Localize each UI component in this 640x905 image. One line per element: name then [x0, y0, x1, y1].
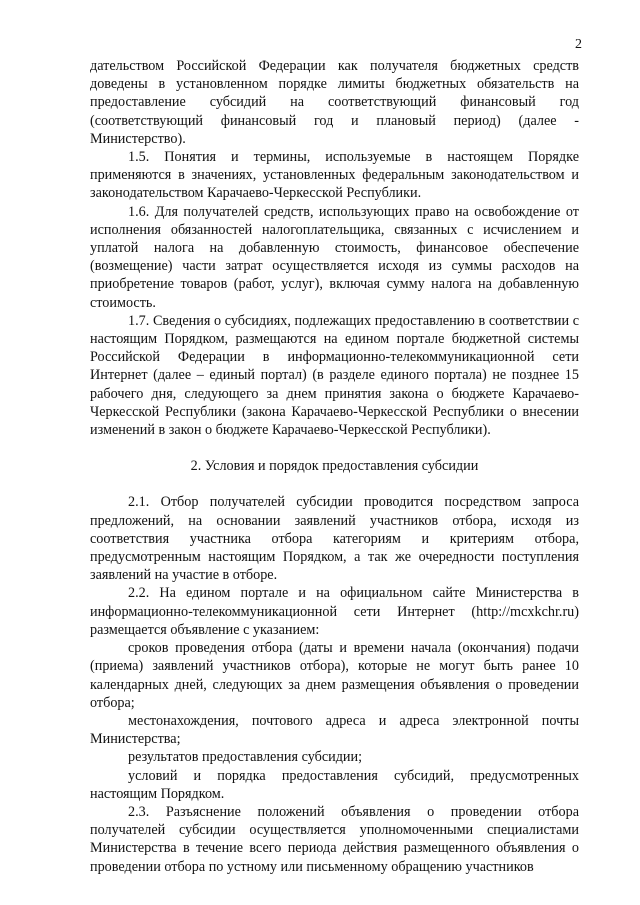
list-item-deadlines: сроков проведения отбора (даты и времени начала (окончания) подачи (приема) заявлений участников отбора), которые не могут быть ранее 10 календарных дней, следующих за днем размещения объявления о проведении отбора;: [90, 640, 579, 711]
document-body: [90, 57, 579, 876]
paragraph-2-1: 2.1. Отбор получателей субсидии проводится посредством запроса предложений, на основании заявлений участников отбора, исходя из соответствия участника отбора категориям и критериям отбора, предусмотренным настоящим Порядком, а так же очередности поступления заявлений на участие в отборе.: [90, 494, 579, 584]
list-item-address: местонахождения, почтового адреса и адреса электронной почты Министерства;: [90, 712, 579, 748]
paragraph-continuation: дательством Российской Федерации как получателя бюджетных средств доведены в установленном порядке лимиты бюджетных обязательств на предоставление субсидий на соответствующий финансовый год (соответствующий финансовый год и плановый период) (далее - Министерство).: [90, 58, 579, 147]
page-number: 2: [575, 37, 582, 52]
section-heading: 2. Условия и порядок предоставления субсидии: [190, 458, 479, 475]
paragraph-1-6: 1.6. Для получателей средств, использующих право на освобождение от исполнения обязанностей налогоплательщика, связанных с исчислением и уплатой налога на добавленную стоимость, финансовое обеспечение (возмещение) части затрат осуществляется исходя из суммы расходов на приобретение товаров (работ, услуг), включая сумму налога на добавленную стоимость.: [90, 203, 579, 311]
paragraph-1-7: 1.7. Сведения о субсидиях, подлежащих предоставлению в соответствии с настоящим Порядком, размещаются на едином портале бюджетной системы Российской Федерации в информационно-телекоммуникационной сети Интернет (далее – единый портал) (в разделе единого портала) не позднее 15 рабочего дня, следующего за днем принятия закона о бюджете Карачаево-Черкесской Республики (закона Карачаево-Черкесской Республики о внесении изменений в закон о бюджете Карачаево-Черкесской Республики).: [90, 312, 579, 439]
list-item-conditions: условий и порядка предоставления субсидий, предусмотренных настоящим Порядком.: [90, 767, 579, 802]
paragraph-2-3: 2.3. Разъяснение положений объявления о проведении отбора получателей субсидии осуществляется уполномоченными специалистами Министерства в течение всего периода действия размещенного объявления о проведении отбора по устному или письменному обращению участников: [90, 803, 579, 875]
list-item-results: результатов предоставления субсидии;: [128, 749, 363, 766]
paragraph-2-2: 2.2. На едином портале и на официальном сайте Министерства в информационно-телекоммуникационной сети Интернет (http://mcxkchr.ru) размещается объявление с указанием:: [90, 585, 579, 638]
paragraph-1-5: 1.5. Понятия и термины, используемые в настоящем Порядке применяются в значениях, установленных федеральным законодательством и законодательством Карачаево-Черкесской Республики.: [90, 149, 579, 202]
